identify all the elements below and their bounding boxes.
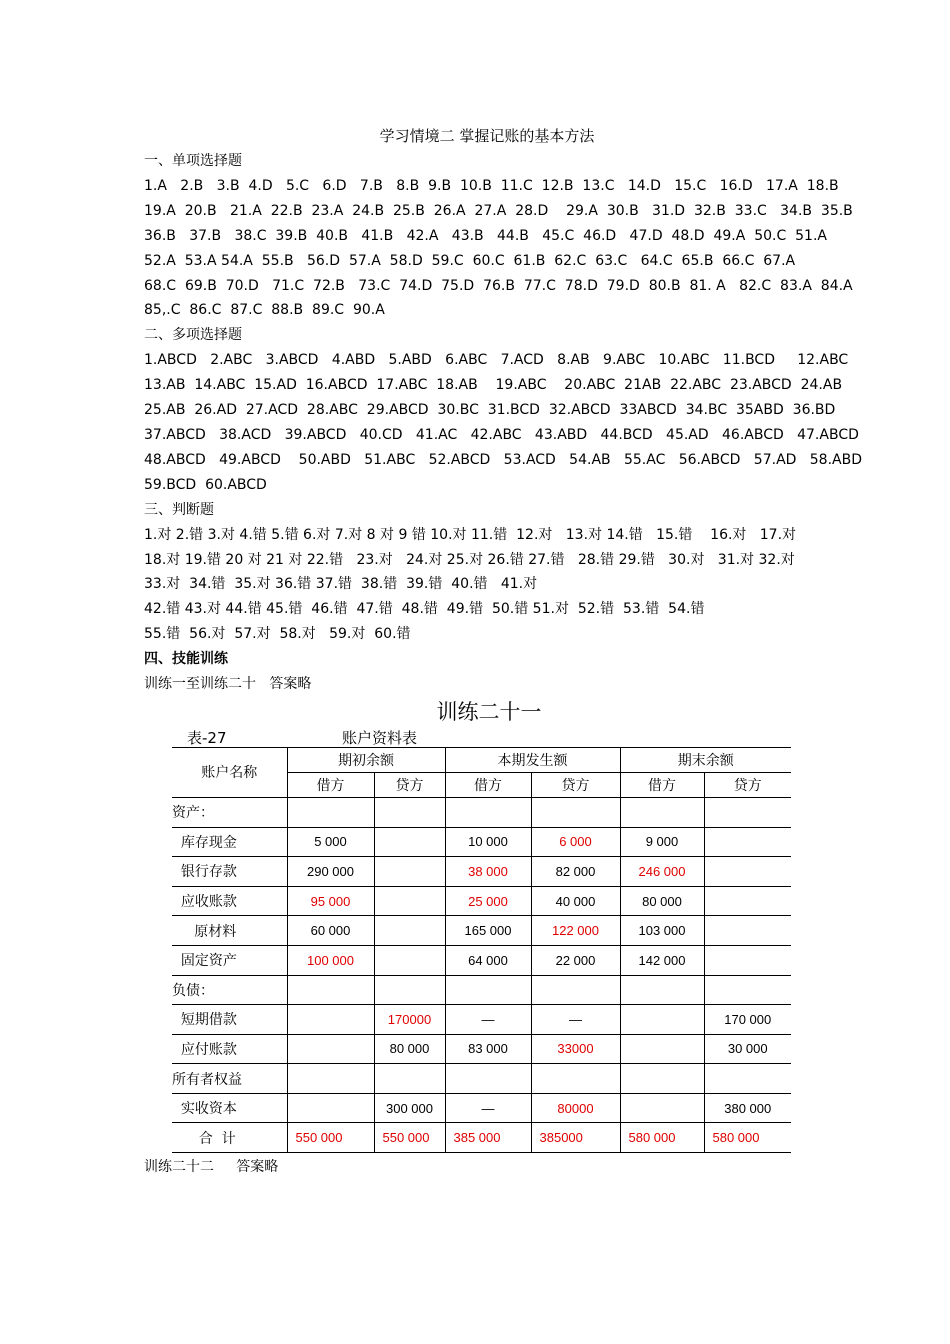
amount-cell: 83 000 <box>445 1034 531 1064</box>
amount-cell <box>374 1064 445 1094</box>
answer-line: 52.A 53.A 54.A 55.B 56.D 57.A 58.D 59.C 60.C 61.B 62.C 63.C 64.C 65.B 66.C 67.A <box>144 252 796 269</box>
amount-cell <box>374 975 445 1005</box>
answer-line: 1.对 2.错 3.对 4.错 5.错 6.对 7.对 8 对 9 错 10.对 11.错 12.对 13.对 14.错 15.错 16.对 17.对 <box>144 526 797 543</box>
amount-cell <box>704 945 791 975</box>
amount-cell: 246 000 <box>620 857 704 887</box>
answer-line: 48.ABCD 49.ABCD 50.ABD 51.ABC 52.ABCD 53.ACD 54.AB 55.AC 56.ABCD 57.AD 58.ABD <box>144 451 862 468</box>
amount-cell <box>531 1064 620 1094</box>
amount-cell <box>287 1064 374 1094</box>
training-21-heading: 训练二十一 <box>436 699 542 724</box>
table-row <box>172 975 791 1005</box>
amount-cell <box>374 827 445 857</box>
amount-cell: 580 000 <box>704 1123 791 1153</box>
table-row <box>172 1034 791 1064</box>
amount-cell: 9 000 <box>620 827 704 857</box>
amount-cell <box>704 1064 791 1094</box>
amount-cell: 10 000 <box>445 827 531 857</box>
amount-cell: 80 000 <box>374 1034 445 1064</box>
amount-cell <box>445 1064 531 1094</box>
amount-cell: 170000 <box>374 1005 445 1035</box>
amount-cell: 100 000 <box>287 945 374 975</box>
answer-line: 68.C 69.B 70.D 71.C 72.B 73.C 74.D 75.D 76.B 77.C 78.D 79.D 80.B 81. A 82.C 83.A 84.A <box>144 277 853 294</box>
answer-line: 一、单项选择题 <box>144 153 242 169</box>
table-row <box>172 1005 791 1035</box>
amount-cell <box>531 797 620 827</box>
amount-cell <box>620 1034 704 1064</box>
table-name: 账户资料表 <box>342 728 418 747</box>
account-name-cell: 短期借款 <box>172 1005 287 1035</box>
amount-cell: 103 000 <box>620 916 704 946</box>
account-name-cell: 银行存款 <box>172 857 287 887</box>
table-row <box>172 857 791 887</box>
account-name-cell: 固定资产 <box>172 945 287 975</box>
answer-line: 1.A 2.B 3.B 4.D 5.C 6.D 7.B 8.B 9.B 10.B 11.C 12.B 13.C 14.D 15.C 16.D 17.A 18.B <box>144 177 839 194</box>
amount-cell <box>620 797 704 827</box>
amount-cell <box>531 975 620 1005</box>
account-name-cell: 应收账款 <box>172 886 287 916</box>
amount-cell: 22 000 <box>531 945 620 975</box>
amount-cell: — <box>445 1093 531 1123</box>
amount-cell: 170 000 <box>704 1005 791 1035</box>
account-table <box>172 747 791 1153</box>
amount-cell: 82 000 <box>531 857 620 887</box>
answer-line: 42.错 43.对 44.错 45.错 46.错 47.错 48.错 49.错 50.错 51.对 52.错 53.错 54.错 <box>144 601 705 618</box>
amount-cell: 95 000 <box>287 886 374 916</box>
account-name-cell: 库存现金 <box>172 827 287 857</box>
account-name-cell: 负债： <box>172 975 287 1005</box>
amount-cell <box>704 827 791 857</box>
doc-title: 学习情境二 掌握记账的基本方法 <box>379 127 595 145</box>
header-debit: 借方 <box>445 772 531 797</box>
amount-cell: 142 000 <box>620 945 704 975</box>
amount-cell <box>287 797 374 827</box>
header-closing-balance: 期末余额 <box>620 747 791 772</box>
answer-line: 59.BCD 60.ABCD <box>144 476 267 493</box>
answer-line: 18.对 19.错 20 对 21 对 22.错 23.对 24.对 25.对 26.错 27.错 28.错 29.错 30.对 31.对 32.对 <box>144 551 795 568</box>
amount-cell <box>620 1093 704 1123</box>
training-note-2: 训练二十二 答案略 <box>144 1159 279 1176</box>
amount-cell: 38 000 <box>445 857 531 887</box>
table-header-row <box>172 747 791 772</box>
amount-cell: 80000 <box>531 1093 620 1123</box>
header-debit: 借方 <box>287 772 374 797</box>
amount-cell: — <box>445 1005 531 1035</box>
amount-cell: 165 000 <box>445 916 531 946</box>
amount-cell: 6 000 <box>531 827 620 857</box>
amount-cell: 60 000 <box>287 916 374 946</box>
header-period-amount: 本期发生额 <box>445 747 620 772</box>
amount-cell <box>704 886 791 916</box>
amount-cell: 300 000 <box>374 1093 445 1123</box>
answer-line: 85,.C 86.C 87.C 88.B 89.C 90.A <box>144 302 385 319</box>
amount-cell <box>445 975 531 1005</box>
amount-cell: 550 000 <box>374 1123 445 1153</box>
account-name-cell: 实收资本 <box>172 1093 287 1123</box>
amount-cell: 385 000 <box>445 1123 531 1153</box>
answer-line: 1.ABCD 2.ABC 3.ABCD 4.ABD 5.ABD 6.ABC 7.ACD 8.AB 9.ABC 10.ABC 11.BCD 12.ABC <box>144 352 849 369</box>
account-name-cell: 合 计 <box>172 1123 287 1153</box>
header-credit: 贷方 <box>531 772 620 797</box>
amount-cell <box>620 1005 704 1035</box>
header-credit: 贷方 <box>374 772 445 797</box>
answer-line: 37.ABCD 38.ACD 39.ABCD 40.CD 41.AC 42.ABC 43.ABD 44.BCD 45.AD 46.ABCD 47.ABCD <box>144 426 859 443</box>
amount-cell: 30 000 <box>704 1034 791 1064</box>
amount-cell <box>374 945 445 975</box>
amount-cell: 122 000 <box>531 916 620 946</box>
amount-cell <box>287 1034 374 1064</box>
answer-line: 25.AB 26.AD 27.ACD 28.ABC 29.ABCD 30.BC 31.BCD 32.ABCD 33ABCD 34.BC 35ABD 36.BD <box>144 402 836 419</box>
amount-cell: 40 000 <box>531 886 620 916</box>
amount-cell <box>704 916 791 946</box>
account-name-cell: 所有者权益 <box>172 1064 287 1094</box>
amount-cell <box>704 857 791 887</box>
amount-cell <box>445 797 531 827</box>
header-credit: 贷方 <box>704 772 791 797</box>
header-opening-balance: 期初余额 <box>287 747 445 772</box>
answer-line: 33.对 34.错 35.对 36.错 37.错 38.错 39.错 40.错 41.对 <box>144 576 538 593</box>
amount-cell: 550 000 <box>287 1123 374 1153</box>
table-row <box>172 945 791 975</box>
amount-cell: 5 000 <box>287 827 374 857</box>
account-name-cell: 应付账款 <box>172 1034 287 1064</box>
amount-cell: 380 000 <box>704 1093 791 1123</box>
answer-lines <box>144 149 862 647</box>
table-row <box>172 827 791 857</box>
amount-cell <box>287 1005 374 1035</box>
answer-line: 36.B 37.B 38.C 39.B 40.B 41.B 42.A 43.B 44.B 45.C 46.D 47.D 48.D 49.A 50.C 51.A <box>144 227 827 244</box>
table-row <box>172 916 791 946</box>
section-skills-heading: 四、技能训练 <box>144 651 228 668</box>
amount-cell <box>374 797 445 827</box>
amount-cell <box>620 975 704 1005</box>
table-code: 表-27 <box>187 728 227 747</box>
table-row <box>172 1064 791 1094</box>
amount-cell <box>287 1093 374 1123</box>
amount-cell: 385000 <box>531 1123 620 1153</box>
training-note-1: 训练一至训练二十 答案略 <box>144 676 312 693</box>
answer-line: 二、多项选择题 <box>144 327 242 344</box>
amount-cell: 64 000 <box>445 945 531 975</box>
header-debit: 借方 <box>620 772 704 797</box>
total-row <box>172 1123 791 1153</box>
table-row <box>172 886 791 916</box>
amount-cell: 580 000 <box>620 1123 704 1153</box>
account-name-cell: 资产： <box>172 797 287 827</box>
amount-cell <box>374 886 445 916</box>
document-page <box>144 124 862 1180</box>
amount-cell <box>287 975 374 1005</box>
answer-line: 19.A 20.B 21.A 22.B 23.A 24.B 25.B 26.A 27.A 28.D 29.A 30.B 31.D 32.B 33.C 34.B 35.B <box>144 202 853 219</box>
answer-line: 三、判断题 <box>144 501 214 518</box>
amount-cell: — <box>531 1005 620 1035</box>
table-row <box>172 1093 791 1123</box>
amount-cell <box>374 857 445 887</box>
amount-cell <box>704 797 791 827</box>
amount-cell <box>374 916 445 946</box>
amount-cell <box>620 1064 704 1094</box>
header-account-name: 账户名称 <box>172 747 287 797</box>
answer-line: 55.错 56.对 57.对 58.对 59.对 60.错 <box>144 626 411 643</box>
answer-line: 13.AB 14.ABC 15.AD 16.ABCD 17.ABC 18.AB 19.ABC 20.ABC 21AB 22.ABC 23.ABCD 24.AB <box>144 377 843 394</box>
amount-cell: 80 000 <box>620 886 704 916</box>
account-name-cell: 原材料 <box>172 916 287 946</box>
amount-cell: 25 000 <box>445 886 531 916</box>
amount-cell: 33000 <box>531 1034 620 1064</box>
table-row <box>172 797 791 827</box>
amount-cell: 290 000 <box>287 857 374 887</box>
table-caption <box>172 725 814 747</box>
amount-cell <box>704 975 791 1005</box>
